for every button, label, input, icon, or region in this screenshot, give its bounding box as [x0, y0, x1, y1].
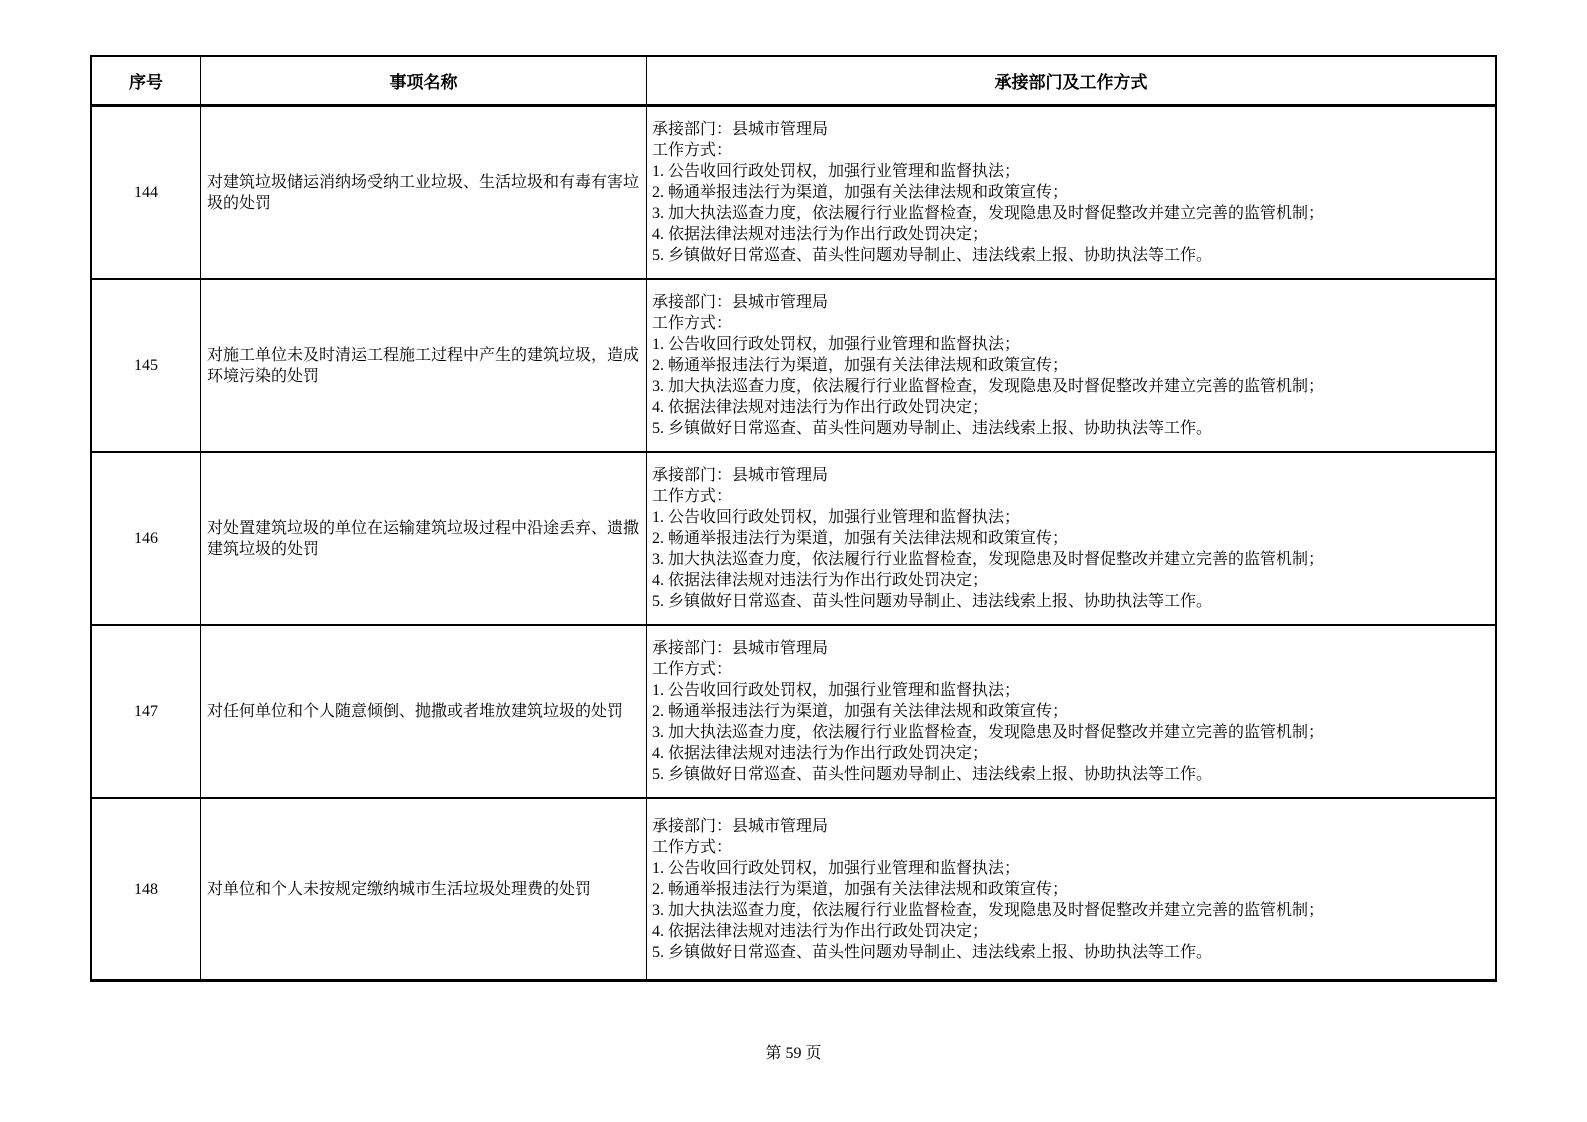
- method-item: 2. 畅通举报违法行为渠道，加强有关法律法规和政策宣传；: [652, 703, 1069, 720]
- method-item: 1. 公告收回行政处罚权，加强行业管理和监督执法；: [652, 163, 1021, 180]
- item-name: 对单位和个人未按规定缴纳城市生活垃圾处理费的处罚: [201, 799, 647, 979]
- table-row: [92, 626, 1495, 799]
- row-index: 144: [92, 107, 201, 278]
- method-item: 2. 畅通举报违法行为渠道，加强有关法律法规和政策宣传；: [652, 530, 1069, 547]
- method-item: 1. 公告收回行政处罚权，加强行业管理和监督执法；: [652, 859, 1021, 877]
- method-item: 4. 依据法律法规对违法行为作出行政处罚决定；: [652, 572, 989, 589]
- method-item: 5. 乡镇做好日常巡查、苗头性问题劝导制止、违法线索上报、协助执法等工作。: [652, 420, 1213, 437]
- work-mode-label: 工作方式：: [652, 315, 733, 332]
- method-item: 1. 公告收回行政处罚权，加强行业管理和监督执法；: [652, 336, 1021, 353]
- page-number: 第 59 页: [765, 1045, 822, 1062]
- row-index: 145: [92, 280, 201, 451]
- item-name: 对建筑垃圾储运消纳场受纳工业垃圾、生活垃圾和有毒有害垃圾的处罚: [201, 107, 647, 278]
- row-index: 147: [92, 626, 201, 797]
- method-item: 2. 畅通举报违法行为渠道，加强有关法律法规和政策宣传；: [652, 357, 1069, 374]
- method-item: 5. 乡镇做好日常巡查、苗头性问题劝导制止、违法线索上报、协助执法等工作。: [652, 593, 1213, 610]
- department-line: 承接部门：县城市管理局: [652, 467, 829, 484]
- department-cell: [647, 280, 1495, 451]
- row-index: 148: [92, 799, 201, 979]
- header-index: 序号: [92, 57, 201, 104]
- method-item: 3. 加大执法巡查力度，依法履行行业监督检查，发现隐患及时督促整改并建立完善的监管机制；: [652, 378, 1325, 395]
- method-item: 5. 乡镇做好日常巡查、苗头性问题劝导制止、违法线索上报、协助执法等工作。: [652, 943, 1213, 961]
- method-item: 4. 依据法律法规对违法行为作出行政处罚决定；: [652, 399, 989, 416]
- work-mode-label: 工作方式：: [652, 142, 733, 159]
- table-row: [92, 799, 1495, 979]
- method-item: 5. 乡镇做好日常巡查、苗头性问题劝导制止、违法线索上报、协助执法等工作。: [652, 766, 1213, 783]
- method-item: 3. 加大执法巡查力度，依法履行行业监督检查，发现隐患及时督促整改并建立完善的监管机制；: [652, 551, 1325, 568]
- department-line: 承接部门：县城市管理局: [652, 817, 829, 835]
- department-line: 承接部门：县城市管理局: [652, 294, 829, 311]
- item-name: 对施工单位未及时清运工程施工过程中产生的建筑垃圾，造成环境污染的处罚: [201, 280, 647, 451]
- table-row: [92, 107, 1495, 280]
- method-item: 4. 依据法律法规对违法行为作出行政处罚决定；: [652, 226, 989, 243]
- table-row: [92, 453, 1495, 626]
- work-mode-label: 工作方式：: [652, 661, 733, 678]
- method-item: 2. 畅通举报违法行为渠道，加强有关法律法规和政策宣传；: [652, 184, 1069, 201]
- header-department: 承接部门及工作方式: [994, 73, 1148, 92]
- method-item: 3. 加大执法巡查力度，依法履行行业监督检查，发现隐患及时督促整改并建立完善的监管机制；: [652, 901, 1325, 919]
- method-item: 3. 加大执法巡查力度，依法履行行业监督检查，发现隐患及时督促整改并建立完善的监管机制；: [652, 724, 1325, 741]
- item-name: 对处置建筑垃圾的单位在运输建筑垃圾过程中沿途丢弃、遗撒建筑垃圾的处罚: [201, 453, 647, 624]
- table-row: [92, 280, 1495, 453]
- department-line: 承接部门：县城市管理局: [652, 640, 829, 657]
- department-cell: [647, 453, 1495, 624]
- table-header-row: [92, 57, 1495, 107]
- method-item: 1. 公告收回行政处罚权，加强行业管理和监督执法；: [652, 682, 1021, 699]
- method-item: 1. 公告收回行政处罚权，加强行业管理和监督执法；: [652, 509, 1021, 526]
- method-item: 4. 依据法律法规对违法行为作出行政处罚决定；: [652, 745, 989, 762]
- method-item: 5. 乡镇做好日常巡查、苗头性问题劝导制止、违法线索上报、协助执法等工作。: [652, 247, 1213, 264]
- header-item-name: 事项名称: [201, 57, 647, 104]
- department-cell: [647, 799, 1495, 979]
- method-item: 3. 加大执法巡查力度，依法履行行业监督检查，发现隐患及时督促整改并建立完善的监管机制；: [652, 205, 1325, 222]
- department-line: 承接部门：县城市管理局: [652, 121, 829, 138]
- item-name: 对任何单位和个人随意倾倒、抛撒或者堆放建筑垃圾的处罚: [201, 626, 647, 797]
- row-index: 146: [92, 453, 201, 624]
- work-mode-label: 工作方式：: [652, 488, 733, 505]
- work-mode-label: 工作方式：: [652, 838, 733, 856]
- method-item: 2. 畅通举报违法行为渠道，加强有关法律法规和政策宣传；: [652, 880, 1069, 898]
- method-item: 4. 依据法律法规对违法行为作出行政处罚决定；: [652, 922, 989, 940]
- penalty-items-table: [90, 55, 1497, 982]
- department-cell: [647, 107, 1495, 278]
- department-cell: [647, 626, 1495, 797]
